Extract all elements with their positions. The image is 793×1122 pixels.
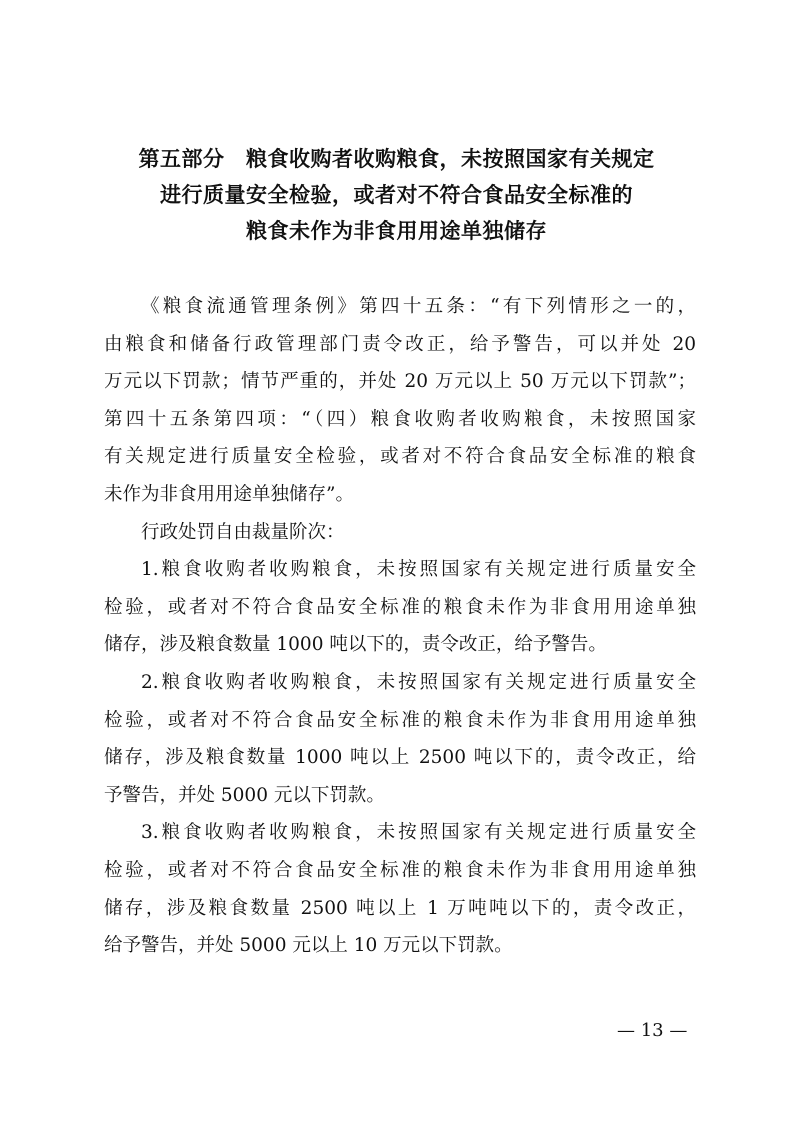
paragraph-line: 有关规定进行质量安全检验，或者对不符合食品安全标准的粮食 xyxy=(104,446,696,468)
paragraph-line: 未作为非食用用途单独储存”。 xyxy=(104,483,354,505)
paragraph-line: 储存，涉及粮食数量 2500 吨以上 1 万吨吨以下的，责令改正， xyxy=(104,897,696,919)
title-line: 进行质量安全检验，或者对不符合食品安全标准的 xyxy=(160,183,633,207)
paragraph-line: 行政处罚自由裁量阶次： xyxy=(141,521,345,543)
paragraph-line: 检验，或者对不符合食品安全标准的粮食未作为非食用用途单独 xyxy=(104,596,696,618)
paragraph-line: 3.粮食收购者收购粮食，未按照国家有关规定进行质量安全 xyxy=(141,822,696,844)
paragraph-line: 储存，涉及粮食数量 1000 吨以上 2500 吨以下的，责令改正，给 xyxy=(104,747,696,769)
paragraph-line: 万元以下罚款；情节严重的，并处 20 万元以上 50 万元以下罚款”； xyxy=(104,371,696,393)
paragraph-line: 储存，涉及粮食数量 1000 吨以下的，责令改正，给予警告。 xyxy=(104,634,607,656)
paragraph-line: 《粮食流通管理条例》第四十五条：“有下列情形之一的， xyxy=(141,296,696,317)
page-number: — 13 — xyxy=(617,1020,688,1041)
section-title xyxy=(0,141,793,249)
paragraph-line: 由粮食和储备行政管理部门责令改正，给予警告，可以并处 20 xyxy=(104,333,696,355)
paragraph-line: 给予警告，并处 5000 元以上 10 万元以下罚款。 xyxy=(104,935,513,957)
paragraph-line: 2.粮食收购者收购粮食，未按照国家有关规定进行质量安全 xyxy=(141,671,696,693)
body-text xyxy=(104,288,696,965)
title-line: 第五部分 粮食收购者收购粮食，未按照国家有关规定 xyxy=(138,147,655,171)
paragraph-line: 予警告，并处 5000 元以下罚款。 xyxy=(104,784,385,806)
paragraph-line: 检验，或者对不符合食品安全标准的粮食未作为非食用用途单独 xyxy=(104,859,696,881)
paragraph-line: 1.粮食收购者收购粮食，未按照国家有关规定进行质量安全 xyxy=(141,559,696,581)
title-line: 粮食未作为非食用用途单独储存 xyxy=(246,219,547,243)
paragraph-line: 第四十五条第四项：“（四）粮食收购者收购粮食，未按照国家 xyxy=(104,408,696,430)
paragraph-line: 检验，或者对不符合食品安全标准的粮食未作为非食用用途单独 xyxy=(104,709,696,731)
